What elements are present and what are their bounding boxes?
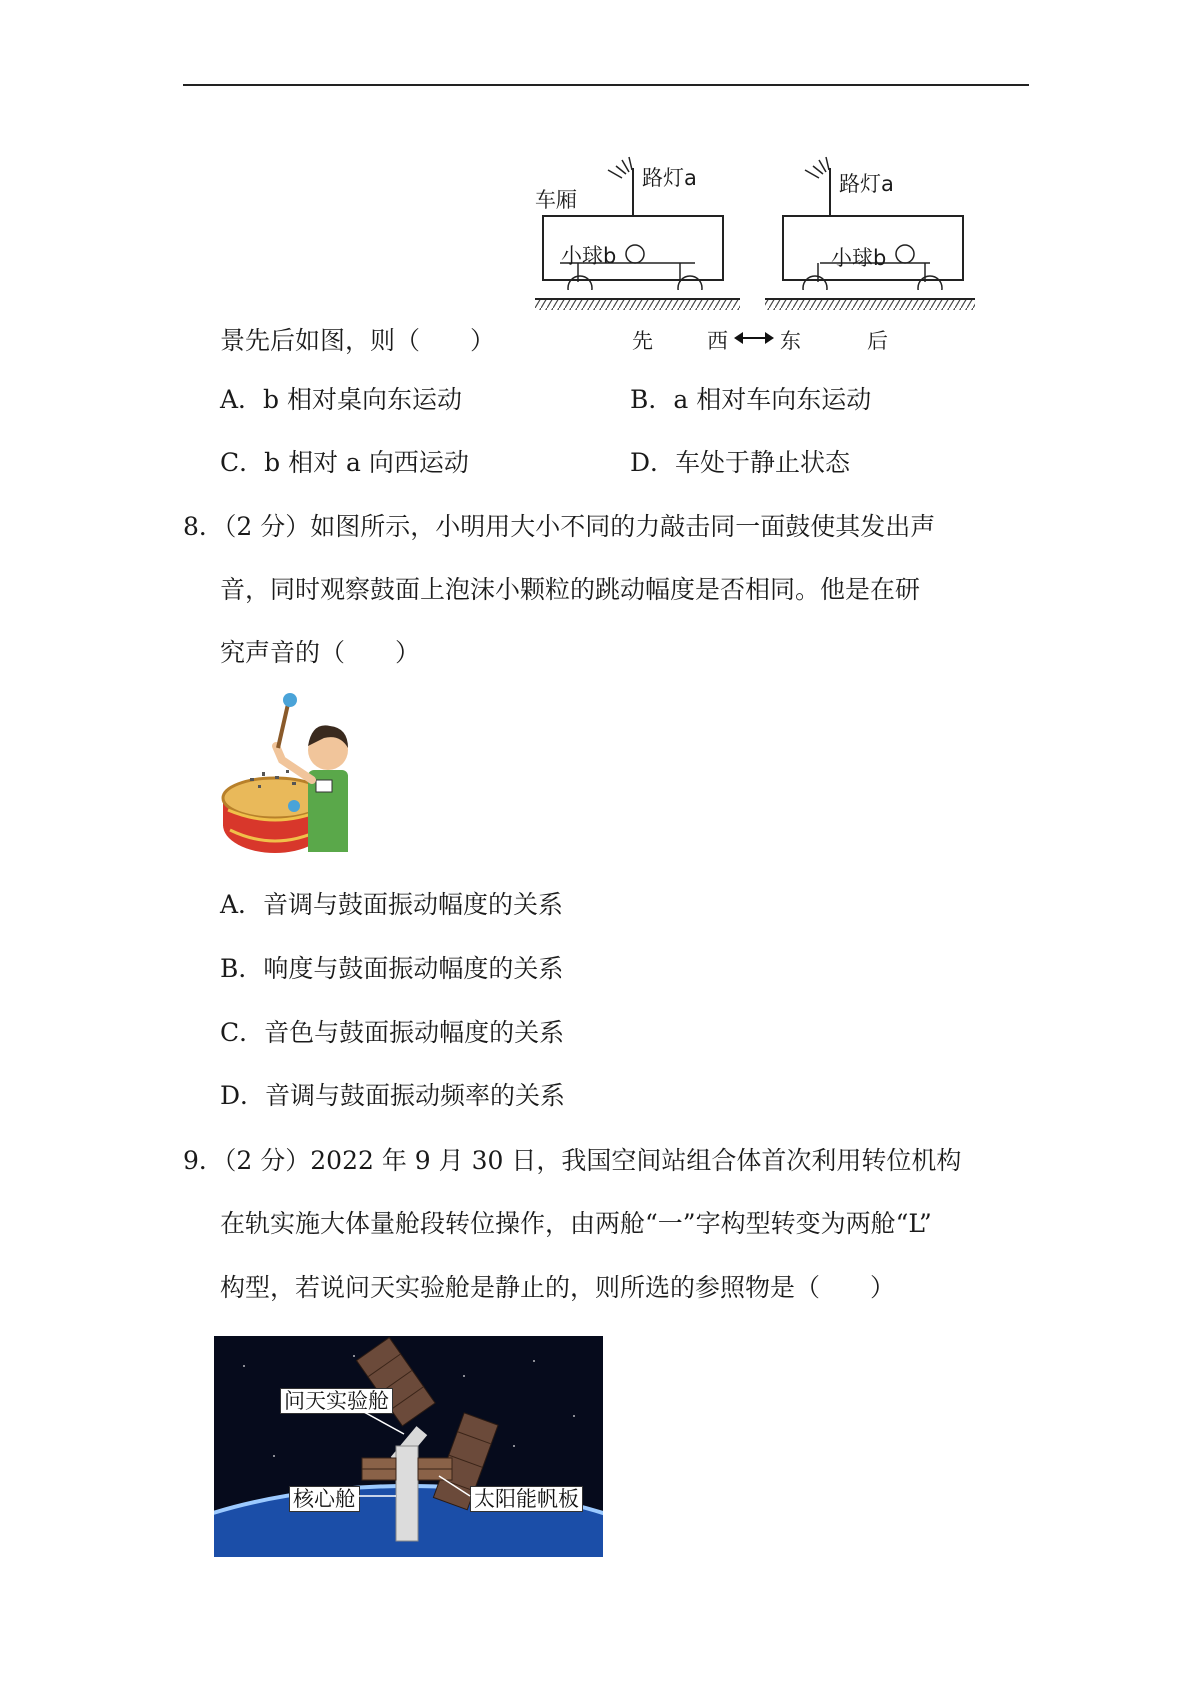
q7-option-b: B．a 相对车向东运动 [630, 385, 872, 414]
q7-option-d: D．车处于静止状态 [630, 448, 851, 477]
lamp-label-left: 路灯a [642, 166, 697, 190]
q7-option-a: A．b 相对桌向东运动 [220, 385, 463, 414]
q9-stem-line1: 9．（2 分）2022 年 9 月 30 日，我国空间站组合体首次利用转位机构 [183, 1146, 962, 1175]
q8-stem-line1: 8．（2 分）如图所示，小明用大小不同的力敲击同一面鼓使其发出声 [183, 512, 936, 541]
space-station-photo [214, 1336, 603, 1557]
q8-option-b: B．响度与鼓面振动幅度的关系 [220, 954, 564, 983]
dir-east: 东 [780, 329, 801, 353]
q7-option-c: C．b 相对 a 向西运动 [220, 448, 469, 477]
header-rule [183, 84, 1029, 86]
q8-stem-line2: 音，同时观察鼓面上泡沫小颗粒的跳动幅度是否相同。他是在研 [220, 575, 921, 604]
q9-stem-line2: 在轨实施大体量舱段转位操作，由两舱“一”字构型转变为两舱“L” [220, 1209, 932, 1238]
label-wentian-module: 问天实验舱 [280, 1388, 393, 1414]
ball-label-left: 小球b [561, 244, 617, 268]
label-leader-lines [214, 1336, 603, 1557]
q8-option-a: A．音调与鼓面振动幅度的关系 [220, 890, 564, 919]
dir-first: 先 [632, 329, 653, 353]
q8-stem-line3: 究声音的（ ） [220, 638, 421, 667]
dir-after: 后 [867, 329, 888, 353]
lamp-icon [608, 157, 632, 178]
label-solar-panel: 太阳能帆板 [470, 1486, 583, 1512]
ball-label-right: 小球b [831, 246, 887, 270]
double-arrow-icon [734, 331, 774, 345]
lamp-label-right: 路灯a [839, 172, 894, 196]
q9-stem-line3: 构型，若说问天实验舱是静止的，则所选的参照物是（ ） [220, 1273, 896, 1302]
label-core-module: 核心舱 [289, 1486, 360, 1512]
q8-option-d: D．音调与鼓面振动频率的关系 [220, 1081, 566, 1110]
lamp-icon [805, 157, 829, 178]
dir-west: 西 [707, 329, 728, 353]
car-label: 车厢 [535, 188, 577, 212]
q8-option-c: C．音色与鼓面振动幅度的关系 [220, 1018, 565, 1047]
ball-icon [626, 245, 644, 263]
ball-icon [896, 245, 914, 263]
ground-hatch [535, 298, 985, 312]
drum-boy-illustration [220, 690, 370, 860]
q7-stem-tail: 景先后如图，则（ ） [220, 326, 496, 355]
